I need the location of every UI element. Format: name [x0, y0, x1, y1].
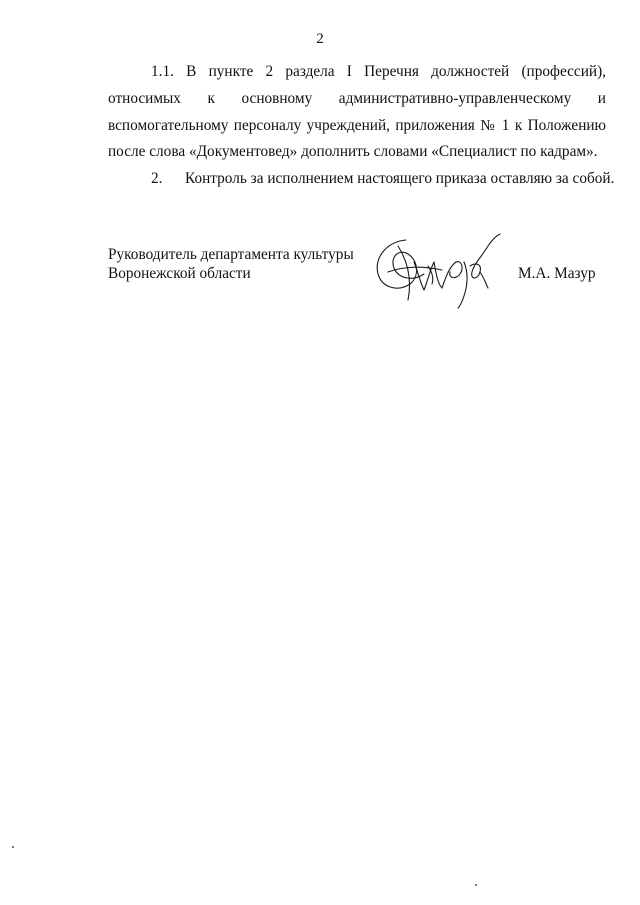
- clause-1-1-line-3: вспомогательному персоналу учреждений, приложения № 1 к Положению: [108, 116, 606, 134]
- handwritten-signature: [368, 232, 508, 312]
- clause-1-1-line-1: 1.1. В пункте 2 раздела I Перечня должностей (профессий),: [151, 63, 606, 80]
- signer-position-line-2: Воронежской области: [108, 265, 251, 282]
- page-number: 2: [316, 31, 324, 47]
- signature-block: [108, 245, 354, 283]
- clause-2-number: 2.: [151, 170, 163, 187]
- clause-1-1-line-2: относимых к основному административно-управленческому и: [108, 89, 606, 107]
- signer-name: М.А. Мазур: [518, 265, 596, 282]
- signer-position-line-1: Руководитель департамента культуры: [108, 246, 354, 263]
- scan-speck: [475, 884, 477, 886]
- clause-2-text: Контроль за исполнением настоящего приказа оставляю за собой.: [185, 170, 615, 187]
- clause-1-1: [108, 59, 606, 166]
- clause-2: [151, 167, 614, 191]
- clause-1-1-line-4: после слова «Документовед» дополнить словами «Специалист по кадрам».: [108, 143, 598, 161]
- scan-speck: [12, 846, 14, 848]
